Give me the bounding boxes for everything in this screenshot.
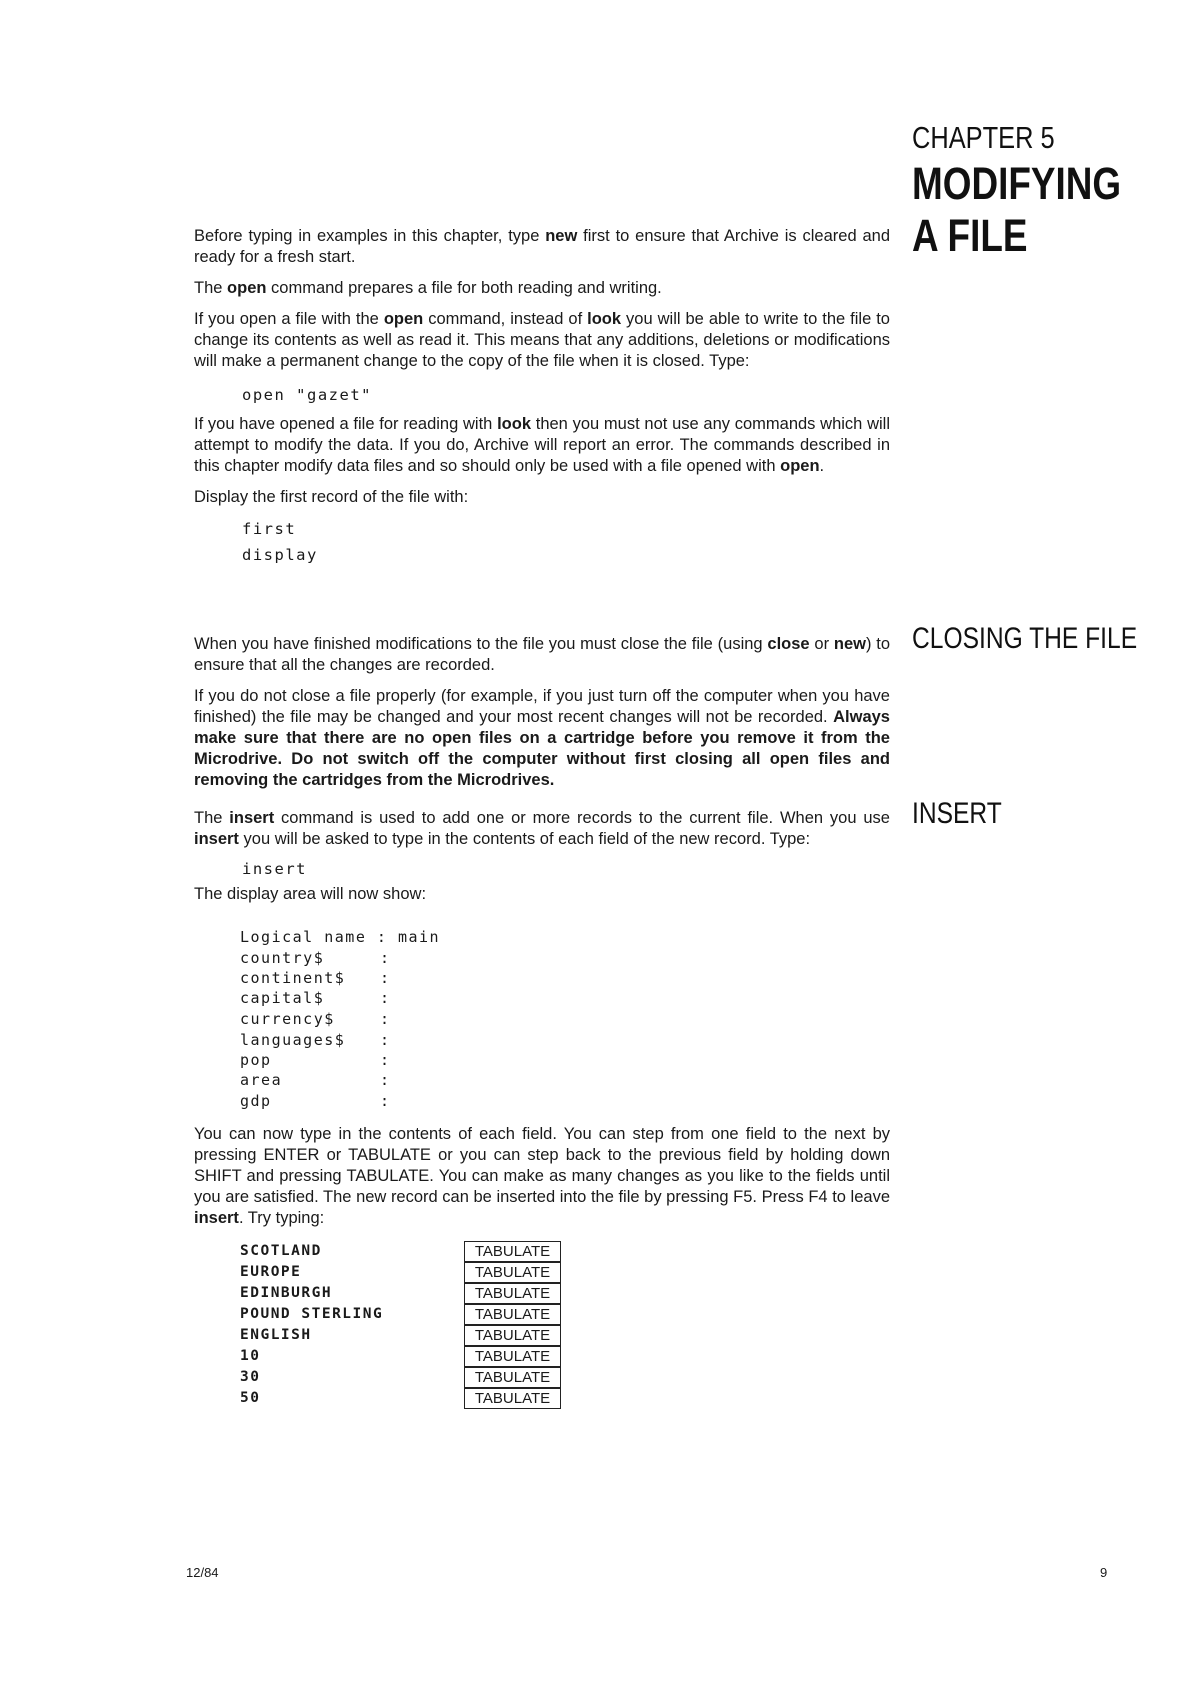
field-row: currency$ : [240,1010,391,1028]
tabulate-key: TABULATE [464,1283,561,1304]
insert-paragraph-2: The display area will now show: [194,885,427,903]
intro-paragraph-3: If you open a file with the open command, instead of look you will be able to write to the file to change its contents as well as read it. This means that any additions, deletions or modifications will make a permanent change to the copy of the file when it is closed. Type: [194,310,890,370]
field-row: gdp : [240,1092,391,1110]
tabulate-key: TABULATE [464,1346,561,1367]
insert-paragraph-1: The insert command is used to add one or more records to the current file. When you use insert you will be asked to type in the contents of each field of the new record. Type: [194,809,890,848]
code-first: first [242,520,297,538]
intro-section [194,226,890,568]
intro-paragraph-2: The open command prepares a file for both reading and writing. [194,279,662,297]
footer-date: 12/84 [186,1565,219,1580]
tabulate-key: TABULATE [464,1388,561,1409]
insert-instructions [194,1124,890,1229]
code-insert: insert [242,860,307,878]
tabulate-key: TABULATE [464,1241,561,1262]
chapter-title [912,158,1121,262]
field-row: area : [240,1071,391,1089]
chapter-title-line-2: A FILE [912,210,1028,261]
closing-section [194,634,890,791]
closing-paragraph-1: When you have finished modifications to the file you must close the file (using close or new) to ensure that all the changes are recorded. [194,635,891,674]
insert-paragraph-3: You can now type in the contents of each field. You can step from one field to the next by pressing ENTER or TABULATE or you can step back to the previous field by holding down SHIFT and pressing TABULATE. You can make as many changes as you like to the fields until you are satisfied. The new record can be inserted into the file by pressing F5. Press F4 to leave insert. Try typing: [194,1125,890,1227]
chapter-title-line-1: MODIFYING [912,158,1122,209]
page-number: 9 [1100,1565,1108,1580]
closing-the-file-heading: CLOSING THE FILE [912,622,1138,655]
closing-paragraph-2: If you do not close a file properly (for example, if you just turn off the computer when you have finished) the file may be changed and your most recent changes will not be recorded. Always make sure that there are no open files on a cartridge before you remove it from the Microdrive. Do not switch off the computer without first closing all open files and removing the cartridges from the Microdrives. [194,687,890,789]
field-row: capital$ : [240,989,391,1007]
field-row: languages$ : [240,1031,391,1049]
tabulate-key: TABULATE [464,1262,561,1283]
field-row: pop : [240,1051,391,1069]
field-row: country$ : [240,949,391,967]
intro-paragraph-1: Before typing in examples in this chapter, type new first to ensure that Archive is cleared and ready for a fresh start. [194,227,890,266]
tabulate-key: TABULATE [464,1304,561,1325]
chapter-label: CHAPTER 5 [912,120,1055,155]
tabulate-key: TABULATE [464,1367,561,1388]
code-display: display [242,546,318,564]
code-open-gazet: open "gazet" [242,386,372,404]
record-header: Logical name : main [240,928,441,946]
field-row: continent$ : [240,969,391,987]
tabulate-key: TABULATE [464,1325,561,1346]
insert-section [194,808,890,905]
intro-paragraph-4: If you have opened a file for reading with look then you must not use any commands which will attempt to modify the data. If you do, Archive will report an error. The commands described in this chapter modify data files and so should only be used with a file opened with open. [194,415,890,475]
intro-paragraph-5: Display the first record of the file with: [194,488,469,506]
insert-heading: INSERT [912,797,1002,830]
